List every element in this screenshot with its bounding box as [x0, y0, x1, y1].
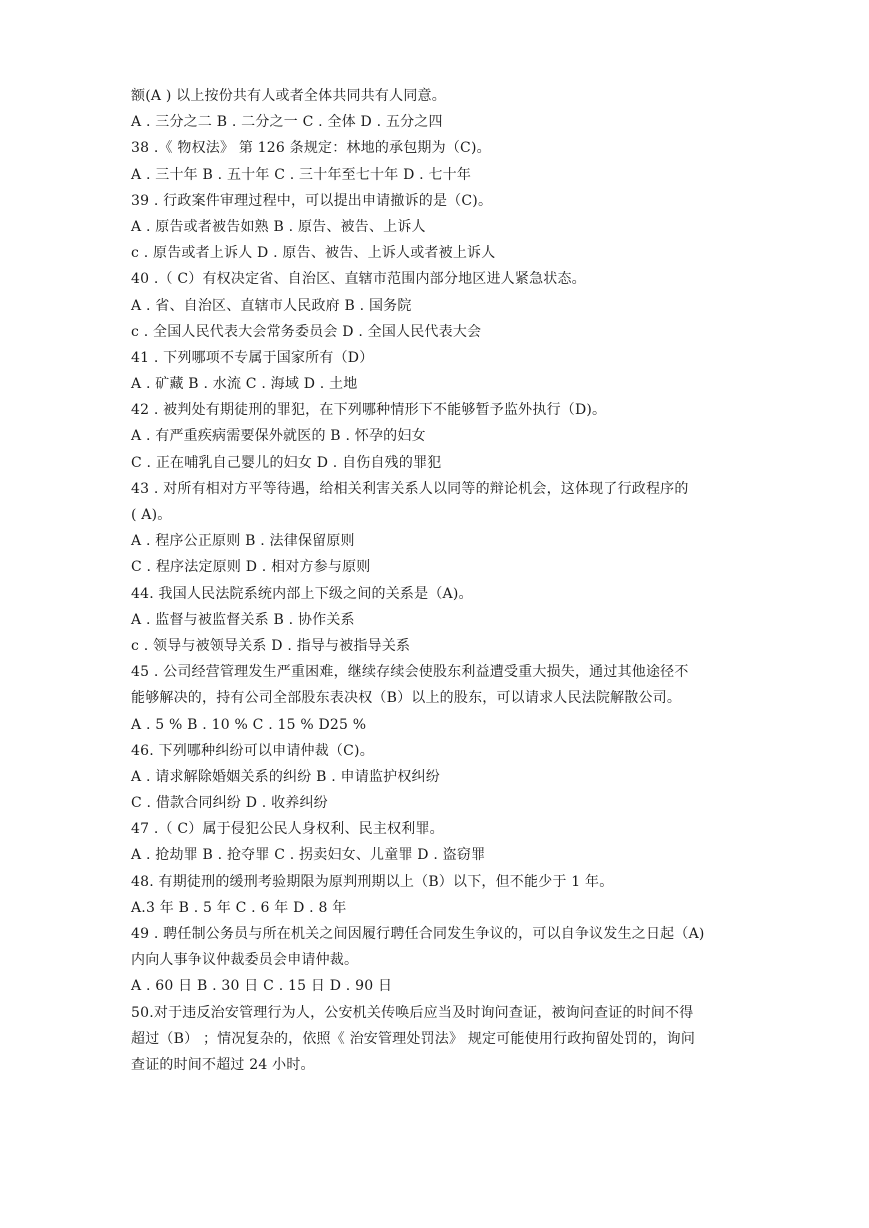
text-line: A . 请求解除婚姻关系的纠纷 B . 申请监护权纠纷 [131, 768, 440, 785]
text-line: 41 . 下列哪项不专属于国家所有（D） [131, 349, 374, 366]
text-line: 查证的时间不超过 24 小时。 [131, 1056, 315, 1073]
text-line: 超过（B） ；情况复杂的，依照《 治安管理处罚法》 规定可能使用行政拘留处罚的，询问 [131, 1030, 696, 1047]
text-line: 内向人事争议仲裁委员会申请仲裁。 [131, 952, 359, 969]
text-line: A . 监督与被监督关系 B . 协作关系 [131, 611, 355, 628]
text-line: A . 矿藏 B . 水流 C . 海域 D . 土地 [131, 376, 358, 393]
text-line: C . 正在哺乳自己婴儿的妇女 D . 自伤自残的罪犯 [131, 454, 442, 471]
text-line: A . 有严重疾病需要保外就医的 B . 怀孕的妇女 [131, 428, 426, 445]
text-line: C . 程序法定原则 D . 相对方参与原则 [131, 559, 371, 576]
text-line: A . 三十年 B . 五十年 C . 三十年至七十年 D . 七十年 [131, 166, 472, 183]
text-line: 能够解决的，持有公司全部股东表决权（B）以上的股东，可以请求人民法院解散公司。 [131, 690, 682, 707]
text-line: c . 全国人民代表大会常务委员会 D . 全国人民代表大会 [131, 323, 482, 340]
text-line: A . 5 % B . 10 % C . 15 % D25 % [131, 716, 367, 733]
text-line: 额(A ) 以上按份共有人或者全体共同共有人同意。 [131, 88, 446, 104]
text-line: ( A)。 [131, 507, 172, 523]
text-line: 45 . 公司经营管理发生严重困难，继续存续会使股东利益遭受重大损失，通过其他途径不 [131, 664, 689, 681]
text-line: 47 .（ C）属于侵犯公民人身权利、民主权利罪。 [131, 821, 444, 838]
text-line: 49 . 聘任制公务员与所在机关之间因履行聘任合同发生争议的，可以自争议发生之日起（A) [131, 926, 705, 942]
text-line: 39 . 行政案件审理过程中，可以提出申请撤诉的是（C)。 [131, 192, 493, 209]
text-line: A . 三分之二 B . 二分之一 C . 全体 D . 五分之四 [131, 114, 443, 131]
text-line: 46. 下列哪种纠纷可以申请仲裁（C)。 [131, 742, 374, 759]
text-line: A . 60 日 B . 30 日 C . 15 日 D . 90 日 [131, 978, 393, 995]
text-line: 44. 我国人民法院系统内部上下级之间的关系是（A)。 [131, 585, 473, 602]
text-line: A.3 年 B . 5 年 C . 6 年 D . 8 年 [131, 899, 347, 916]
text-line: c . 原告或者上诉人 D . 原告、被告、上诉人或者被上诉人 [131, 245, 496, 262]
text-line: 42 . 被判处有期徒刑的罪犯，在下列哪种情形下不能够暂予监外执行（D)。 [131, 402, 607, 419]
text-line: 50.对于违反治安管理行为人，公安机关传唤后应当及时询问查证，被询问查证的时间不得 [131, 1004, 694, 1021]
text-line: C . 借款合同纠纷 D . 收养纠纷 [131, 795, 328, 812]
text-line: 40 .（ C）有权决定省、自治区、直辖市范围内部分地区进人紧急状态。 [131, 271, 586, 288]
text-line: A . 程序公正原则 B . 法律保留原则 [131, 533, 355, 550]
document-body [131, 83, 743, 1078]
text-line: A . 原告或者被告如熟 B . 原告、被告、上诉人 [131, 218, 426, 235]
text-line: c . 领导与被领导关系 D . 指导与被指导关系 [131, 637, 411, 654]
text-line: 48. 有期徒刑的缓刑考验期限为原判刑期以上（B）以下，但不能少于 1 年。 [131, 873, 614, 890]
text-line: 43 . 对所有相对方平等待遇，给相关利害关系人以同等的辩论机会，这体现了行政程序的 [131, 480, 689, 497]
text-line: 38 .《 物权法》 第 126 条规定：林地的承包期为（C)。 [131, 140, 491, 157]
text-line: A . 省、自治区、直辖市人民政府 B . 国务院 [131, 297, 412, 314]
text-line: A . 抢劫罪 B . 抢夺罪 C . 拐卖妇女、儿童罪 D . 盗窃罪 [131, 847, 486, 864]
